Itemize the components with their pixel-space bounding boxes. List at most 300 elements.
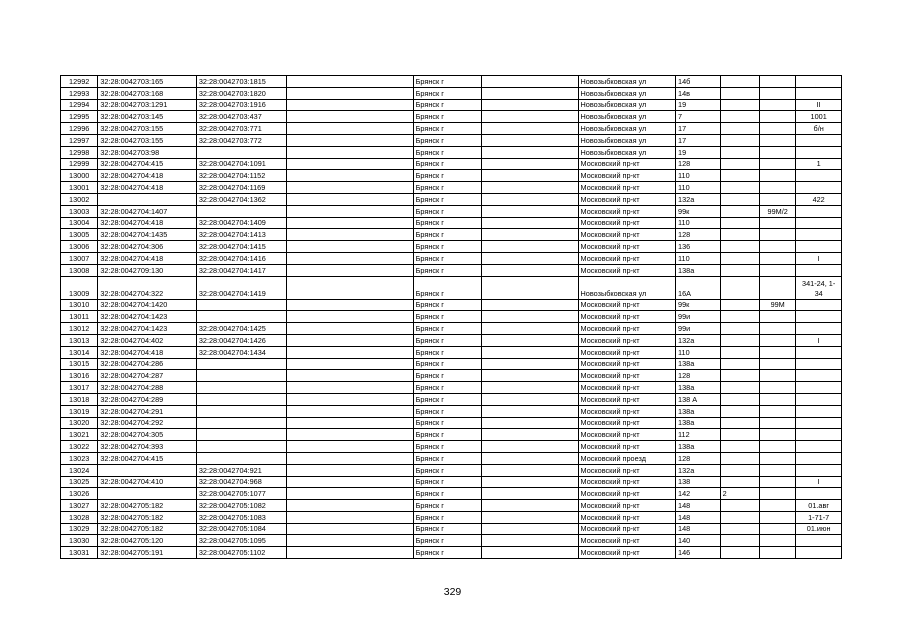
cell-blank-column bbox=[482, 358, 578, 370]
cell-blank-column bbox=[287, 241, 414, 253]
cell-parcel-cadastral-number bbox=[98, 488, 197, 500]
cell-street: Московский пр-кт bbox=[578, 417, 675, 429]
cell-apartment-number bbox=[796, 346, 842, 358]
cell-row-number: 13008 bbox=[61, 264, 98, 276]
table-row bbox=[61, 358, 842, 370]
cell-object-cadastral-number: 32:28:0042704:1416 bbox=[196, 252, 286, 264]
cell-street: Московский пр-кт bbox=[578, 193, 675, 205]
cell-structure-number bbox=[760, 134, 796, 146]
cell-object-cadastral-number: 32:28:0042704:1152 bbox=[196, 170, 286, 182]
table-row bbox=[61, 464, 842, 476]
cell-blank-column bbox=[287, 346, 414, 358]
cell-street: Московский пр-кт bbox=[578, 535, 675, 547]
cell-blank-column bbox=[287, 393, 414, 405]
cell-house-number: 17 bbox=[676, 134, 721, 146]
cell-house-number: 138 bbox=[676, 476, 721, 488]
cell-house-number: 99к bbox=[676, 299, 721, 311]
cell-parcel-cadastral-number: 32:28:0042704:393 bbox=[98, 441, 197, 453]
cell-street: Новозыбковская ул bbox=[578, 99, 675, 111]
cell-building-number bbox=[720, 334, 759, 346]
cell-blank-column bbox=[482, 464, 578, 476]
cell-object-cadastral-number: 32:28:0042703:1820 bbox=[196, 87, 286, 99]
cell-apartment-number: 1 bbox=[796, 158, 842, 170]
cell-street: Московский пр-кт bbox=[578, 229, 675, 241]
cell-building-number bbox=[720, 299, 759, 311]
cell-structure-number bbox=[760, 334, 796, 346]
cell-object-cadastral-number: 32:28:0042705:1102 bbox=[196, 547, 286, 559]
cell-apartment-number: б/н bbox=[796, 123, 842, 135]
cell-object-cadastral-number: 32:28:0042703:771 bbox=[196, 123, 286, 135]
cell-house-number: 138а bbox=[676, 417, 721, 429]
cell-object-cadastral-number: 32:28:0042704:1417 bbox=[196, 264, 286, 276]
cell-blank-column bbox=[287, 111, 414, 123]
cell-structure-number bbox=[760, 464, 796, 476]
table-row bbox=[61, 134, 842, 146]
cell-house-number: 17 bbox=[676, 123, 721, 135]
cell-blank-column bbox=[482, 264, 578, 276]
cell-object-cadastral-number: 32:28:0042704:1425 bbox=[196, 323, 286, 335]
cell-apartment-number bbox=[796, 393, 842, 405]
cell-house-number: 110 bbox=[676, 170, 721, 182]
cell-house-number: 138а bbox=[676, 264, 721, 276]
cell-object-cadastral-number: 32:28:0042705:1095 bbox=[196, 535, 286, 547]
table-row bbox=[61, 217, 842, 229]
cell-blank-column bbox=[287, 170, 414, 182]
cell-city: Брянск г bbox=[413, 382, 481, 394]
cell-building-number bbox=[720, 123, 759, 135]
cell-city: Брянск г bbox=[413, 334, 481, 346]
cell-city: Брянск г bbox=[413, 405, 481, 417]
cell-apartment-number bbox=[796, 488, 842, 500]
cell-street: Московский пр-кт bbox=[578, 464, 675, 476]
cell-parcel-cadastral-number: 32:28:0042704:1423 bbox=[98, 323, 197, 335]
cell-blank-column bbox=[482, 205, 578, 217]
cell-structure-number bbox=[760, 217, 796, 229]
cell-apartment-number bbox=[796, 229, 842, 241]
cell-street: Московский пр-кт bbox=[578, 358, 675, 370]
cell-row-number: 13000 bbox=[61, 170, 98, 182]
cell-street: Московский пр-кт bbox=[578, 523, 675, 535]
cell-parcel-cadastral-number: 32:28:0042704:418 bbox=[98, 217, 197, 229]
cell-apartment-number bbox=[796, 464, 842, 476]
cell-parcel-cadastral-number: 32:28:0042704:291 bbox=[98, 405, 197, 417]
cell-building-number bbox=[720, 252, 759, 264]
cell-parcel-cadastral-number: 32:28:0042704:1420 bbox=[98, 299, 197, 311]
cell-object-cadastral-number: 32:28:0042703:1815 bbox=[196, 76, 286, 88]
cell-apartment-number bbox=[796, 76, 842, 88]
cell-blank-column bbox=[287, 429, 414, 441]
cell-blank-column bbox=[287, 299, 414, 311]
cell-row-number: 13017 bbox=[61, 382, 98, 394]
cell-row-number: 13010 bbox=[61, 299, 98, 311]
cell-structure-number bbox=[760, 429, 796, 441]
cell-blank-column bbox=[482, 334, 578, 346]
cell-structure-number bbox=[760, 535, 796, 547]
cell-structure-number bbox=[760, 158, 796, 170]
cell-house-number: 110 bbox=[676, 217, 721, 229]
cell-object-cadastral-number bbox=[196, 452, 286, 464]
cell-city: Брянск г bbox=[413, 476, 481, 488]
cell-house-number: 132а bbox=[676, 193, 721, 205]
cell-blank-column bbox=[482, 87, 578, 99]
cell-object-cadastral-number: 32:28:0042703:437 bbox=[196, 111, 286, 123]
cell-street: Новозыбковская ул bbox=[578, 111, 675, 123]
cell-blank-column bbox=[482, 123, 578, 135]
table-row bbox=[61, 241, 842, 253]
table-row bbox=[61, 205, 842, 217]
cell-house-number: 19 bbox=[676, 99, 721, 111]
cell-street: Московский пр-кт bbox=[578, 252, 675, 264]
cell-blank-column bbox=[482, 193, 578, 205]
cell-house-number: 146 bbox=[676, 547, 721, 559]
cell-object-cadastral-number: 32:28:0042705:1077 bbox=[196, 488, 286, 500]
cell-blank-column bbox=[287, 276, 414, 299]
cell-object-cadastral-number: 32:28:0042703:1916 bbox=[196, 99, 286, 111]
cell-city: Брянск г bbox=[413, 99, 481, 111]
cell-street: Московский пр-кт bbox=[578, 182, 675, 194]
cell-structure-number bbox=[760, 170, 796, 182]
cell-structure-number bbox=[760, 182, 796, 194]
cell-structure-number bbox=[760, 87, 796, 99]
table-row bbox=[61, 170, 842, 182]
cell-house-number: 138а bbox=[676, 405, 721, 417]
cell-house-number: 128 bbox=[676, 158, 721, 170]
cell-parcel-cadastral-number: 32:28:0042703:155 bbox=[98, 123, 197, 135]
cell-blank-column bbox=[482, 76, 578, 88]
table-row bbox=[61, 87, 842, 99]
cell-parcel-cadastral-number: 32:28:0042704:418 bbox=[98, 170, 197, 182]
cell-blank-column bbox=[482, 170, 578, 182]
cell-object-cadastral-number bbox=[196, 358, 286, 370]
cell-row-number: 12996 bbox=[61, 123, 98, 135]
cell-blank-column bbox=[287, 146, 414, 158]
cell-row-number: 13022 bbox=[61, 441, 98, 453]
cell-building-number bbox=[720, 429, 759, 441]
cell-apartment-number bbox=[796, 323, 842, 335]
cell-city: Брянск г bbox=[413, 488, 481, 500]
cell-parcel-cadastral-number: 32:28:0042704:1423 bbox=[98, 311, 197, 323]
cell-street: Московский пр-кт bbox=[578, 547, 675, 559]
cell-blank-column bbox=[482, 346, 578, 358]
cell-blank-column bbox=[482, 547, 578, 559]
cell-blank-column bbox=[482, 99, 578, 111]
cell-building-number: 2 bbox=[720, 488, 759, 500]
cell-row-number: 13014 bbox=[61, 346, 98, 358]
cell-blank-column bbox=[287, 547, 414, 559]
cell-apartment-number bbox=[796, 264, 842, 276]
table-row bbox=[61, 500, 842, 512]
cell-object-cadastral-number: 32:28:0042704:968 bbox=[196, 476, 286, 488]
cell-city: Брянск г bbox=[413, 500, 481, 512]
cell-building-number bbox=[720, 87, 759, 99]
cell-building-number bbox=[720, 405, 759, 417]
cell-city: Брянск г bbox=[413, 146, 481, 158]
cell-building-number bbox=[720, 134, 759, 146]
cell-object-cadastral-number bbox=[196, 370, 286, 382]
table-row bbox=[61, 158, 842, 170]
cell-blank-column bbox=[287, 358, 414, 370]
cell-object-cadastral-number: 32:28:0042704:1091 bbox=[196, 158, 286, 170]
cell-building-number bbox=[720, 358, 759, 370]
cell-row-number: 12994 bbox=[61, 99, 98, 111]
cell-blank-column bbox=[482, 241, 578, 253]
cell-structure-number bbox=[760, 76, 796, 88]
cell-parcel-cadastral-number: 32:28:0042704:418 bbox=[98, 346, 197, 358]
cell-object-cadastral-number: 32:28:0042705:1084 bbox=[196, 523, 286, 535]
cell-object-cadastral-number: 32:28:0042703:772 bbox=[196, 134, 286, 146]
cell-house-number: 138а bbox=[676, 441, 721, 453]
cell-blank-column bbox=[482, 500, 578, 512]
cell-house-number: 132а bbox=[676, 334, 721, 346]
table-row bbox=[61, 252, 842, 264]
cell-object-cadastral-number: 32:28:0042704:921 bbox=[196, 464, 286, 476]
cell-city: Брянск г bbox=[413, 452, 481, 464]
cell-blank-column bbox=[287, 334, 414, 346]
cell-building-number bbox=[720, 170, 759, 182]
cell-street: Новозыбковская ул bbox=[578, 76, 675, 88]
cell-city: Брянск г bbox=[413, 182, 481, 194]
cell-blank-column bbox=[482, 429, 578, 441]
cell-parcel-cadastral-number: 32:28:0042704:418 bbox=[98, 252, 197, 264]
cell-blank-column bbox=[482, 535, 578, 547]
cell-structure-number bbox=[760, 276, 796, 299]
cell-blank-column bbox=[482, 476, 578, 488]
cell-blank-column bbox=[287, 158, 414, 170]
cell-city: Брянск г bbox=[413, 252, 481, 264]
cell-street: Московский проезд bbox=[578, 452, 675, 464]
cell-structure-number bbox=[760, 311, 796, 323]
cell-blank-column bbox=[482, 382, 578, 394]
table-row bbox=[61, 182, 842, 194]
cell-street: Московский пр-кт bbox=[578, 264, 675, 276]
page-number: 329 bbox=[443, 586, 462, 598]
cell-parcel-cadastral-number: 32:28:0042703:1291 bbox=[98, 99, 197, 111]
table-row bbox=[61, 346, 842, 358]
cell-street: Московский пр-кт bbox=[578, 441, 675, 453]
cell-object-cadastral-number bbox=[196, 429, 286, 441]
cell-parcel-cadastral-number: 32:28:0042704:288 bbox=[98, 382, 197, 394]
cell-blank-column bbox=[482, 311, 578, 323]
cell-building-number bbox=[720, 511, 759, 523]
cell-structure-number bbox=[760, 111, 796, 123]
cell-row-number: 13026 bbox=[61, 488, 98, 500]
cell-blank-column bbox=[482, 323, 578, 335]
cell-parcel-cadastral-number: 32:28:0042704:306 bbox=[98, 241, 197, 253]
cell-house-number: 136 bbox=[676, 241, 721, 253]
cell-street: Московский пр-кт bbox=[578, 429, 675, 441]
cell-object-cadastral-number: 32:28:0042705:1083 bbox=[196, 511, 286, 523]
cell-blank-column bbox=[287, 452, 414, 464]
cell-apartment-number bbox=[796, 311, 842, 323]
cell-street: Новозыбковская ул bbox=[578, 146, 675, 158]
cell-blank-column bbox=[482, 276, 578, 299]
cell-blank-column bbox=[482, 182, 578, 194]
cell-row-number: 13021 bbox=[61, 429, 98, 441]
cell-street: Московский пр-кт bbox=[578, 500, 675, 512]
cell-building-number bbox=[720, 99, 759, 111]
cell-row-number: 13016 bbox=[61, 370, 98, 382]
cell-parcel-cadastral-number: 32:28:0042704:418 bbox=[98, 182, 197, 194]
cell-street: Московский пр-кт bbox=[578, 476, 675, 488]
cell-house-number: 128 bbox=[676, 370, 721, 382]
cell-structure-number bbox=[760, 358, 796, 370]
cell-city: Брянск г bbox=[413, 299, 481, 311]
cell-parcel-cadastral-number: 32:28:0042704:402 bbox=[98, 334, 197, 346]
cell-structure-number bbox=[760, 264, 796, 276]
cell-row-number: 13015 bbox=[61, 358, 98, 370]
cell-street: Московский пр-кт bbox=[578, 488, 675, 500]
cell-row-number: 13002 bbox=[61, 193, 98, 205]
table-row bbox=[61, 264, 842, 276]
cell-structure-number bbox=[760, 382, 796, 394]
cell-city: Брянск г bbox=[413, 264, 481, 276]
cell-row-number: 13011 bbox=[61, 311, 98, 323]
cell-object-cadastral-number: 32:28:0042704:1409 bbox=[196, 217, 286, 229]
cell-city: Брянск г bbox=[413, 358, 481, 370]
table-row bbox=[61, 311, 842, 323]
cell-city: Брянск г bbox=[413, 441, 481, 453]
cell-parcel-cadastral-number: 32:28:0042704:1407 bbox=[98, 205, 197, 217]
cell-street: Московский пр-кт bbox=[578, 370, 675, 382]
cell-blank-column bbox=[482, 134, 578, 146]
cell-object-cadastral-number: 32:28:0042705:1082 bbox=[196, 500, 286, 512]
cell-building-number bbox=[720, 382, 759, 394]
cell-blank-column bbox=[287, 464, 414, 476]
cell-apartment-number bbox=[796, 547, 842, 559]
cell-row-number: 13018 bbox=[61, 393, 98, 405]
cell-city: Брянск г bbox=[413, 547, 481, 559]
cell-apartment-number bbox=[796, 370, 842, 382]
cell-blank-column bbox=[287, 523, 414, 535]
cell-building-number bbox=[720, 205, 759, 217]
cell-building-number bbox=[720, 476, 759, 488]
cell-object-cadastral-number bbox=[196, 205, 286, 217]
table-row bbox=[61, 452, 842, 464]
table-row bbox=[61, 429, 842, 441]
cell-structure-number bbox=[760, 252, 796, 264]
cell-blank-column bbox=[482, 417, 578, 429]
cell-apartment-number bbox=[796, 358, 842, 370]
cell-blank-column bbox=[287, 370, 414, 382]
cell-house-number: 14в bbox=[676, 87, 721, 99]
cell-parcel-cadastral-number: 32:28:0042704:322 bbox=[98, 276, 197, 299]
cell-structure-number bbox=[760, 441, 796, 453]
cell-city: Брянск г bbox=[413, 193, 481, 205]
cell-row-number: 13031 bbox=[61, 547, 98, 559]
cell-building-number bbox=[720, 217, 759, 229]
cell-street: Московский пр-кт bbox=[578, 393, 675, 405]
cell-blank-column bbox=[482, 111, 578, 123]
cell-object-cadastral-number bbox=[196, 311, 286, 323]
cell-structure-number bbox=[760, 229, 796, 241]
cell-building-number bbox=[720, 182, 759, 194]
table-row bbox=[61, 488, 842, 500]
cell-city: Брянск г bbox=[413, 323, 481, 335]
cell-object-cadastral-number: 32:28:0042704:1434 bbox=[196, 346, 286, 358]
cell-blank-column bbox=[482, 511, 578, 523]
cell-parcel-cadastral-number: 32:28:0042704:286 bbox=[98, 358, 197, 370]
cell-parcel-cadastral-number: 32:28:0042703:155 bbox=[98, 134, 197, 146]
cell-apartment-number: I bbox=[796, 476, 842, 488]
cell-blank-column bbox=[482, 393, 578, 405]
cell-apartment-number: I bbox=[796, 252, 842, 264]
cell-building-number bbox=[720, 323, 759, 335]
cell-row-number: 13004 bbox=[61, 217, 98, 229]
cell-row-number: 13006 bbox=[61, 241, 98, 253]
cell-street: Новозыбковская ул bbox=[578, 134, 675, 146]
table-row bbox=[61, 146, 842, 158]
cell-city: Брянск г bbox=[413, 205, 481, 217]
cell-parcel-cadastral-number: 32:28:0042705:120 bbox=[98, 535, 197, 547]
cell-apartment-number: 341-24, 1-34 bbox=[796, 276, 842, 299]
cell-building-number bbox=[720, 500, 759, 512]
cell-row-number: 12995 bbox=[61, 111, 98, 123]
cell-parcel-cadastral-number bbox=[98, 193, 197, 205]
cell-building-number bbox=[720, 276, 759, 299]
cell-street: Московский пр-кт bbox=[578, 346, 675, 358]
cell-street: Московский пр-кт bbox=[578, 205, 675, 217]
cell-apartment-number: 01.июн bbox=[796, 523, 842, 535]
cell-house-number: 128 bbox=[676, 229, 721, 241]
cell-city: Брянск г bbox=[413, 346, 481, 358]
cell-blank-column bbox=[287, 99, 414, 111]
cell-row-number: 13020 bbox=[61, 417, 98, 429]
cell-apartment-number bbox=[796, 535, 842, 547]
cell-structure-number bbox=[760, 99, 796, 111]
cell-blank-column bbox=[482, 370, 578, 382]
table-row bbox=[61, 476, 842, 488]
cell-city: Брянск г bbox=[413, 229, 481, 241]
table-row bbox=[61, 193, 842, 205]
cell-blank-column bbox=[287, 193, 414, 205]
cell-blank-column bbox=[482, 217, 578, 229]
cell-house-number: 16А bbox=[676, 276, 721, 299]
cell-structure-number bbox=[760, 523, 796, 535]
cell-apartment-number bbox=[796, 417, 842, 429]
cell-city: Брянск г bbox=[413, 370, 481, 382]
cell-row-number: 13024 bbox=[61, 464, 98, 476]
cell-apartment-number bbox=[796, 146, 842, 158]
cell-row-number: 13007 bbox=[61, 252, 98, 264]
cell-structure-number bbox=[760, 146, 796, 158]
cell-row-number: 13028 bbox=[61, 511, 98, 523]
cell-street: Московский пр-кт bbox=[578, 323, 675, 335]
cell-city: Брянск г bbox=[413, 170, 481, 182]
cell-object-cadastral-number bbox=[196, 393, 286, 405]
cell-parcel-cadastral-number bbox=[98, 464, 197, 476]
cell-city: Брянск г bbox=[413, 464, 481, 476]
cell-house-number: 128 bbox=[676, 452, 721, 464]
cell-object-cadastral-number bbox=[196, 405, 286, 417]
cell-blank-column bbox=[287, 252, 414, 264]
cell-blank-column bbox=[287, 476, 414, 488]
cell-house-number: 138а bbox=[676, 358, 721, 370]
cell-parcel-cadastral-number: 32:28:0042704:289 bbox=[98, 393, 197, 405]
cell-house-number: 142 bbox=[676, 488, 721, 500]
cell-street: Московский пр-кт bbox=[578, 334, 675, 346]
cell-object-cadastral-number: 32:28:0042704:1426 bbox=[196, 334, 286, 346]
cell-building-number bbox=[720, 464, 759, 476]
table-row bbox=[61, 382, 842, 394]
cell-structure-number: 99М bbox=[760, 299, 796, 311]
cell-object-cadastral-number: 32:28:0042704:1413 bbox=[196, 229, 286, 241]
cell-city: Брянск г bbox=[413, 134, 481, 146]
cell-parcel-cadastral-number: 32:28:0042703:165 bbox=[98, 76, 197, 88]
cell-street: Московский пр-кт bbox=[578, 511, 675, 523]
cell-blank-column bbox=[287, 182, 414, 194]
cell-apartment-number bbox=[796, 299, 842, 311]
cell-building-number bbox=[720, 264, 759, 276]
